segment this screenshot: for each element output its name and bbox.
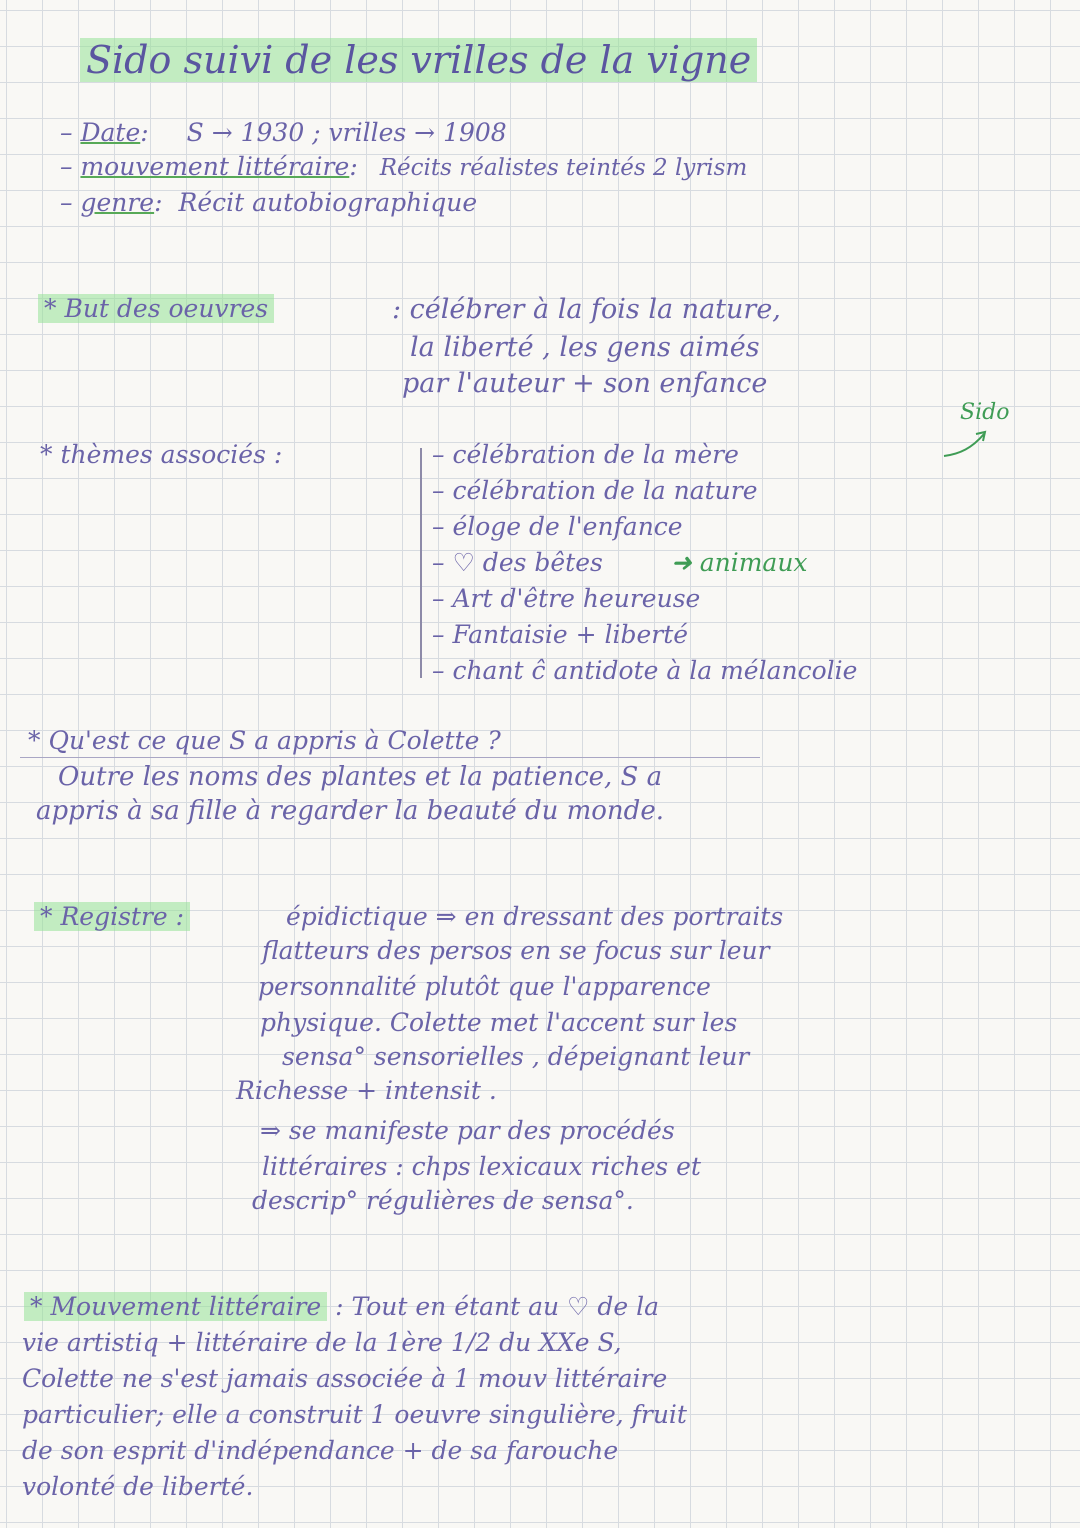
registre-line: descrip° régulières de sensa°. xyxy=(252,1186,634,1215)
themes-bracket xyxy=(420,448,422,678)
mouvement-line: particulier; elle a construit 1 oeuvre singulière, fruit xyxy=(22,1400,687,1429)
theme-note: ➜ animaux xyxy=(670,548,808,577)
info-item-mouvement: – mouvement littéraire: Récits réalistes teintés 2 lyrism xyxy=(60,152,748,181)
info-item-date: – Date: S → 1930 ; vrilles → 1908 xyxy=(60,118,507,147)
registre-line: épidictique ⇒ en dressant des portraits xyxy=(286,902,784,931)
question-heading: * Qu'est ce que S a appris à Colette ? xyxy=(28,726,501,755)
question-underline xyxy=(20,757,760,758)
info-label: Date xyxy=(80,118,141,147)
registre-line: physique. Colette met l'accent sur les xyxy=(260,1008,738,1037)
but-line: : célébrer à la fois la nature, xyxy=(392,294,781,325)
registre-line: personnalité plutôt que l'apparence xyxy=(258,972,711,1001)
registre-line: Richesse + intensit . xyxy=(236,1076,497,1105)
mouvement-line: volonté de liberté. xyxy=(22,1472,254,1501)
info-value: Récits réalistes teintés 2 lyrism xyxy=(379,155,748,181)
page-title xyxy=(80,38,757,82)
info-sep: : xyxy=(154,188,163,217)
mouvement-line: vie artistiq + littéraire de la 1ère 1/2 du XXe S, xyxy=(22,1328,622,1357)
registre-line: ⇒ se manifeste par des procédés xyxy=(260,1116,675,1145)
info-item-genre: – genre: Récit autobiographique xyxy=(60,188,478,217)
info-value: Récit autobiographique xyxy=(178,188,478,217)
registre-line: sensa° sensorielles , dépeignant leur xyxy=(282,1042,750,1071)
info-sep: : xyxy=(140,118,149,147)
but-line: par l'auteur + son enfance xyxy=(402,368,768,399)
info-label: mouvement littéraire xyxy=(80,152,350,181)
themes-annotation: Sido xyxy=(960,400,1010,425)
registre-heading: * Registre : xyxy=(34,902,190,931)
theme-item: – Fantaisie + liberté xyxy=(432,620,689,649)
but-heading: * But des oeuvres xyxy=(38,294,274,323)
theme-item: – célébration de la nature xyxy=(432,476,758,505)
theme-item: – chant ĉ antidote à la mélancolie xyxy=(432,656,858,685)
question-line: appris à sa fille à regarder la beauté du monde. xyxy=(36,796,664,826)
registre-line: flatteurs des persos en se focus sur leur xyxy=(262,936,770,965)
theme-item: – ♡ des bêtes ➜ animaux xyxy=(432,548,808,577)
info-value: S → 1930 ; vrilles → 1908 xyxy=(186,118,507,147)
mouvement-line: Colette ne s'est jamais associée à 1 mouv littéraire xyxy=(22,1364,668,1393)
mouvement-heading: * Mouvement littéraire : Tout en étant au ♡ de la xyxy=(24,1292,659,1321)
registre-line: littéraires : chps lexicaux riches et xyxy=(262,1152,701,1181)
question-line: Outre les noms des plantes et la patience, S a xyxy=(58,762,663,792)
mouvement-line: de son esprit d'indépendance + de sa farouche xyxy=(22,1436,619,1465)
info-sep: : xyxy=(349,152,358,181)
mouvement-first-line: : Tout en étant au ♡ de la xyxy=(335,1292,660,1321)
title-highlight: Sido suivi de les vrilles de la vigne xyxy=(80,38,757,82)
theme-item: – éloge de l'enfance xyxy=(432,512,683,541)
theme-item: – Art d'être heureuse xyxy=(432,584,701,613)
info-label: genre xyxy=(80,188,155,217)
theme-item: – célébration de la mère xyxy=(432,440,739,469)
but-line: la liberté , les gens aimés xyxy=(410,332,760,363)
themes-heading: * thèmes associés : xyxy=(40,440,283,469)
arrow-icon xyxy=(940,428,990,460)
